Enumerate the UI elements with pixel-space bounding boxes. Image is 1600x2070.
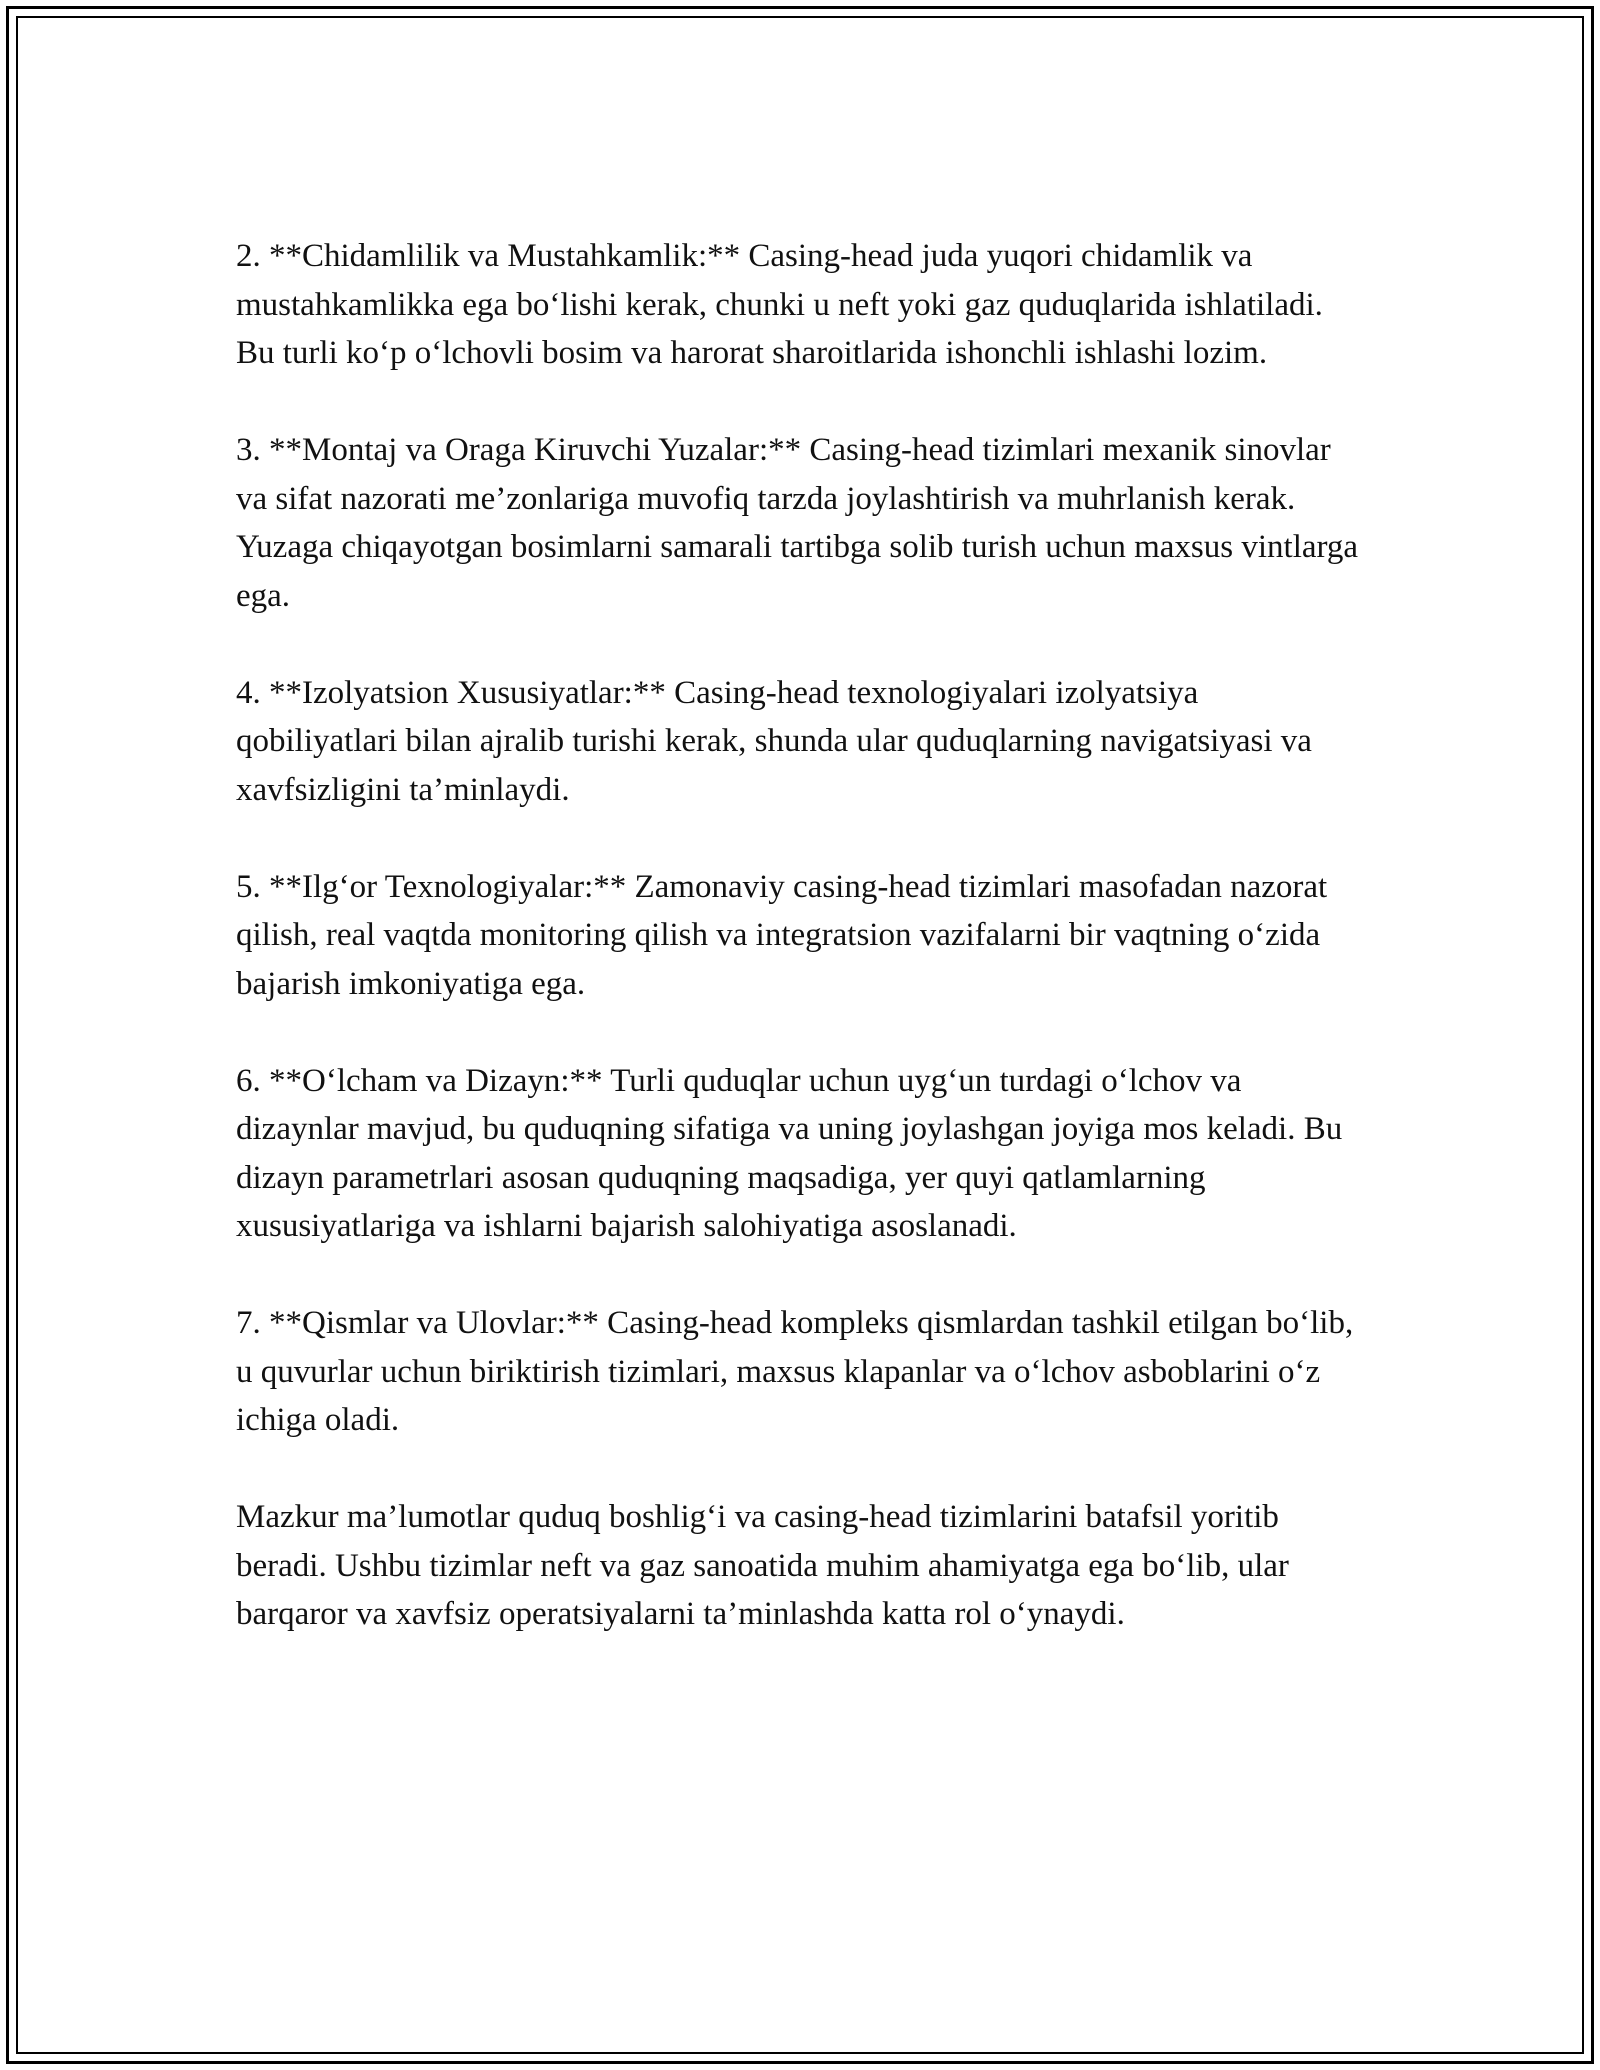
paragraph-item-4: 4. **Izolyatsion Xususiyatlar:** Casing-head texnologiyalari izolyatsiya qobiliyatlari bilan ajralib turishi kerak, shunda ular quduqlarning navigatsiyasi va xavfsizligini ta’minlaydi. xyxy=(236,674,1312,808)
paragraph-item-6: 6. **O‘lcham va Dizayn:** Turli quduqlar uchun uyg‘un turdagi o‘lchov va dizaynlar mavjud, bu quduqning sifatiga va uning joylashgan joyiga mos keladi. Bu dizayn parametrlari asosan quduqning maqsadiga, yer quyi qatlamlarning xususiyatlariga va ishlarni bajarish salohiyatiga asoslanadi. xyxy=(236,1062,1343,1244)
conclusion-paragraph: Mazkur ma’lumotlar quduq boshlig‘i va casing-head tizimlarini batafsil yoritib beradi. Ushbu tizimlar neft va gaz sanoatida muhim ahamiyatga ega bo‘lib, ular barqaror va xavfsiz operatsiyalarni ta’minlashda katta rol o‘ynaydi. xyxy=(236,1499,1289,1632)
document-body xyxy=(236,232,1366,1687)
paragraph-item-5: 5. **Ilg‘or Texnologiyalar:** Zamonaviy casing-head tizimlari masofadan nazorat qilish, real vaqtda monitoring qilish va integratsion vazifalarni bir vaqtning o‘zida bajarish imkoniyatiga ega. xyxy=(236,868,1328,1002)
paragraph-item-7: 7. **Qismlar va Ulovlar:** Casing-head kompleks qismlardan tashkil etilgan bo‘lib, u quvurlar uchun biriktirish tizimlari, maxsus klapanlar va o‘lchov asboblarini o‘z ichiga oladi. xyxy=(236,1305,1354,1438)
paragraph-item-3: 3. **Montaj va Oraga Kiruvchi Yuzalar:** Casing-head tizimlari mexanik sinovlar va sifat nazorati me’zonlariga muvofiq tarzda joylashtirish va muhrlanish kerak. Yuzaga chiqayotgan bosimlarni samarali tartibga solib turish uchun maxsus vintlarga ega. xyxy=(236,432,1359,614)
paragraph-item-2: 2. **Chidamlilik va Mustahkamlik:** Casing-head juda yuqori chidamlik va mustahkamlikka ega bo‘lishi kerak, chunki u neft yoki gaz quduqlarida ishlatiladi. Bu turli ko‘p o‘lchovli bosim va harorat sharoitlarida ishonchli ishlashi lozim. xyxy=(236,238,1323,371)
